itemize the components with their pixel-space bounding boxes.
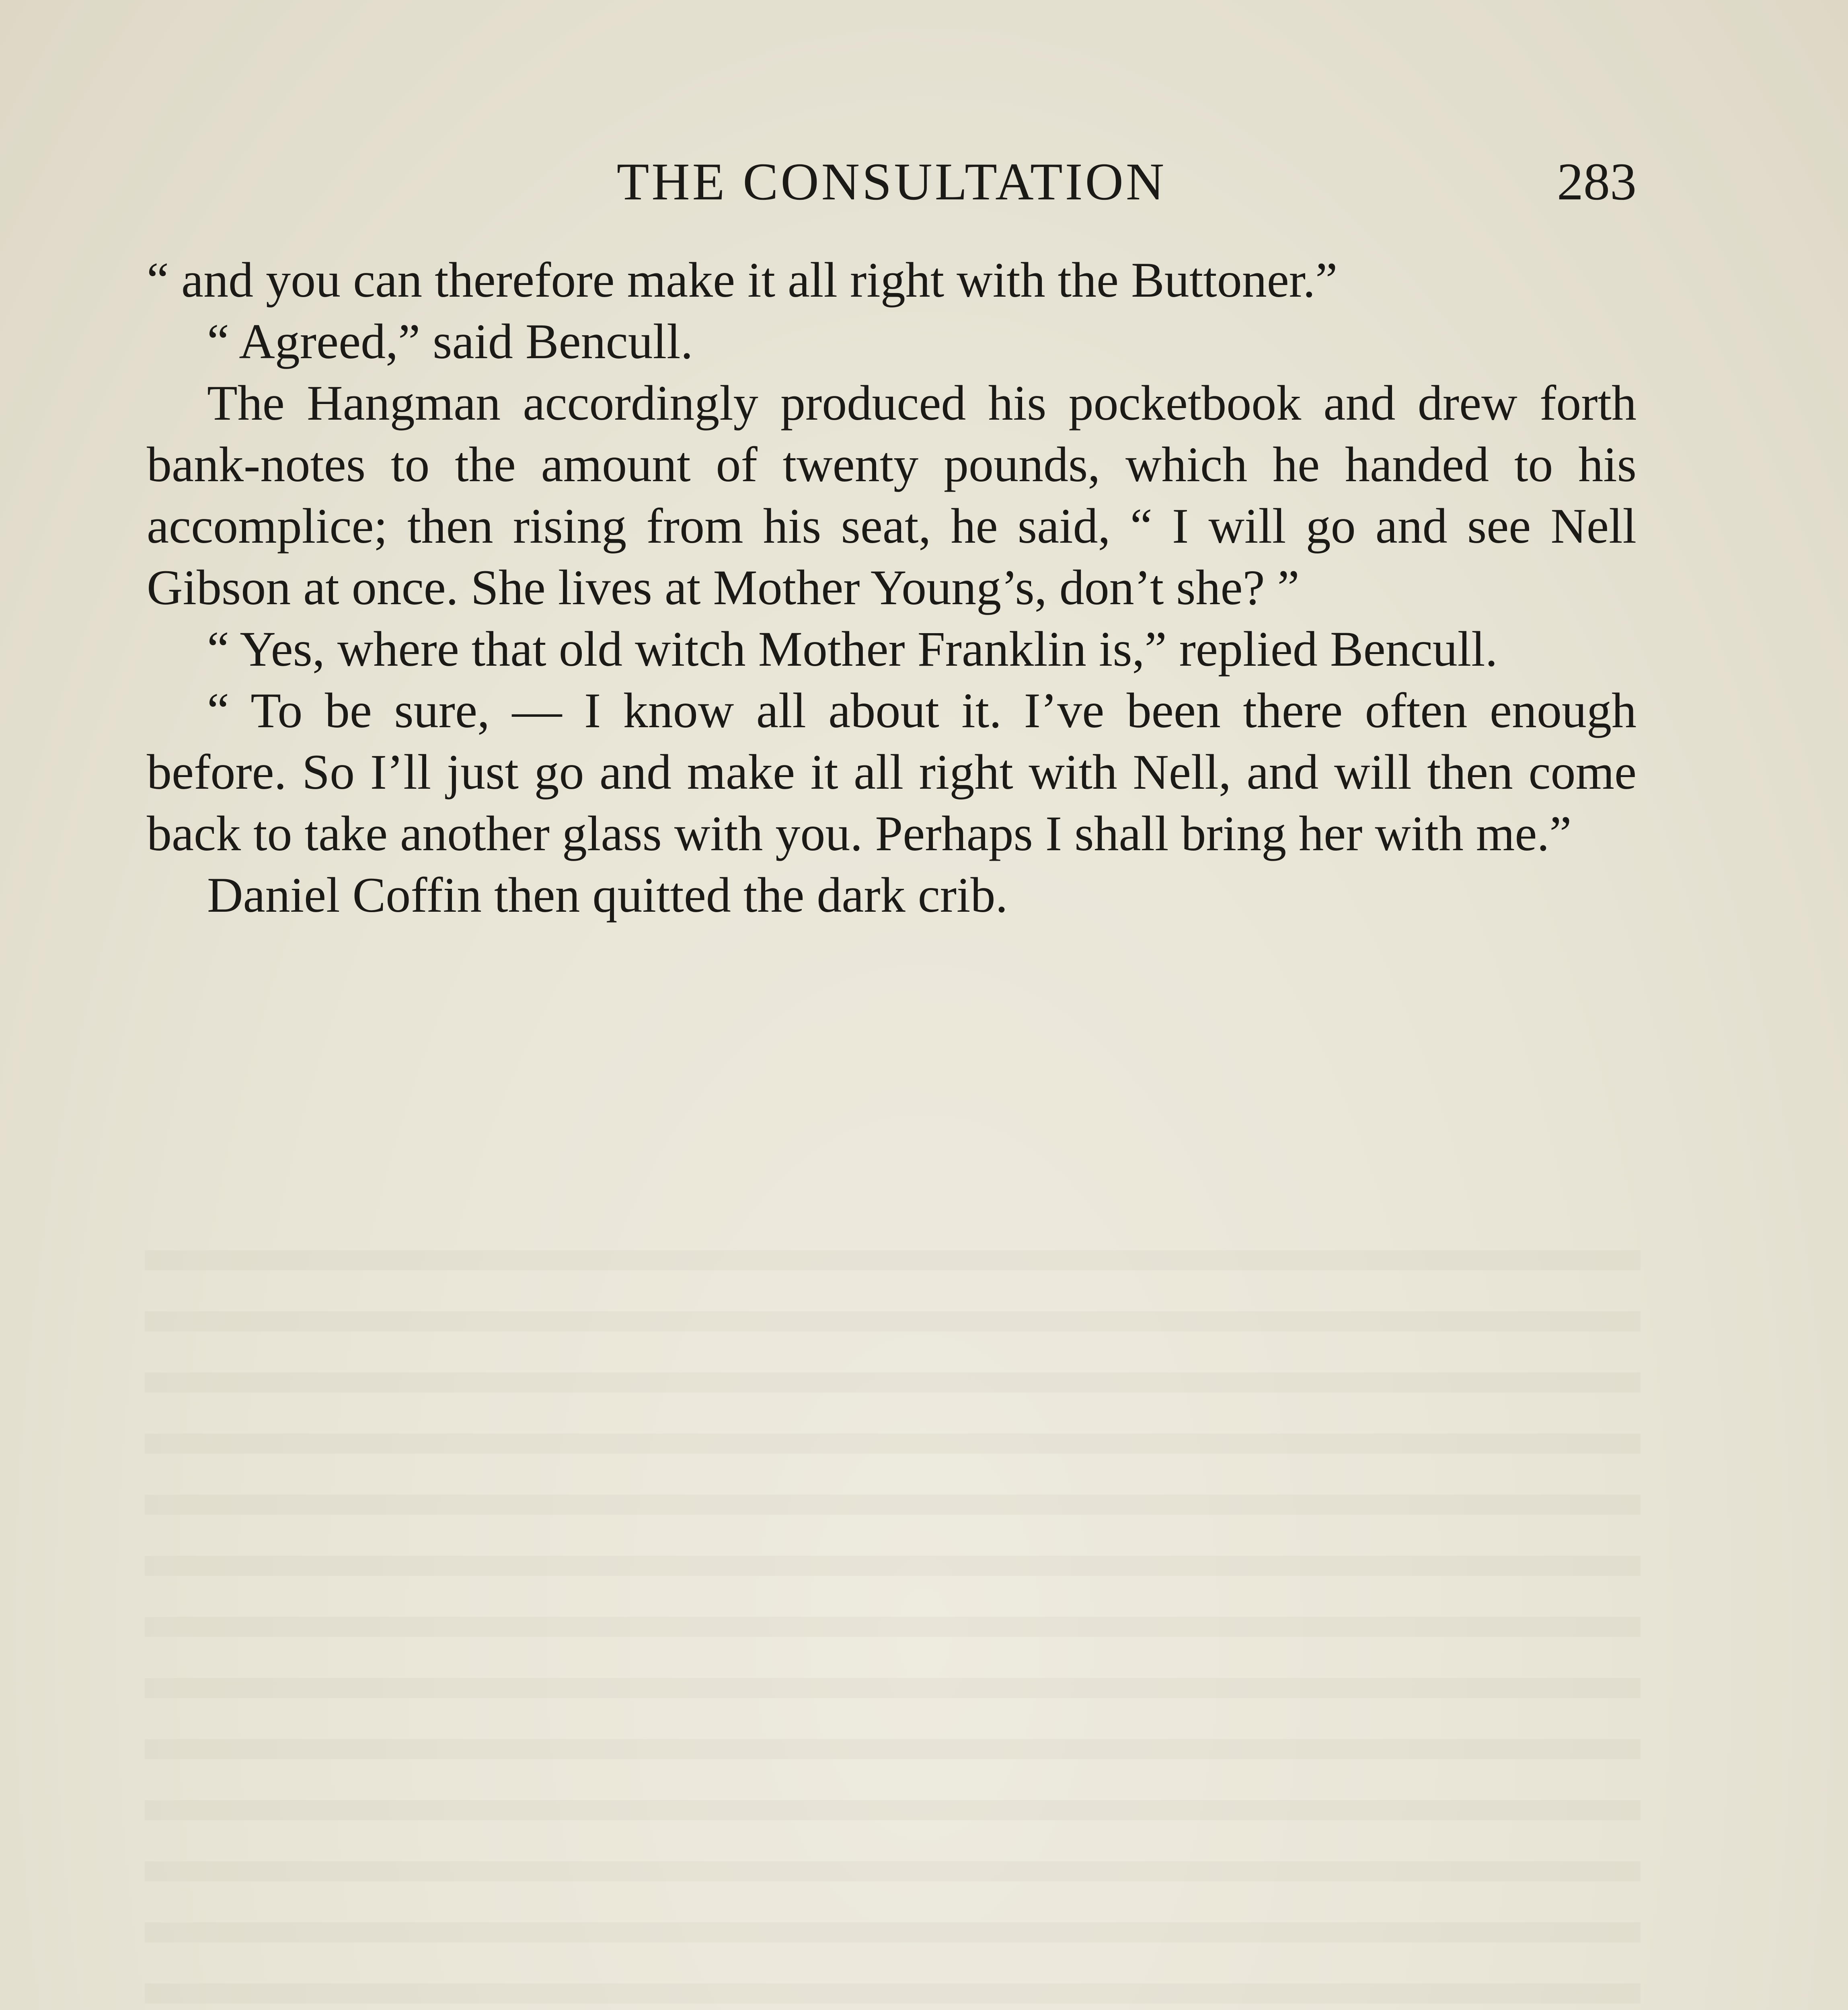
paragraph: “ Agreed,” said Bencull.	[207, 314, 693, 369]
paragraph: Daniel Coffin then quitted the dark crib.	[207, 868, 1008, 923]
page-header	[147, 147, 1637, 219]
body-text	[147, 249, 1637, 926]
running-title: THE CONSULTATION	[616, 152, 1167, 211]
paragraph: The Hangman accordingly produced his pocketbook and drew forth bank-notes to the amount of twenty pounds, which he handed to his accomplice; then rising from his seat, he said, “ I will go and see Nell Gibson at once. She lives at Mother Young’s, don’t she? ”	[147, 375, 1637, 615]
paragraph-continuation: “ and you can therefore make it all right with the Buttoner.”	[147, 252, 1338, 308]
bleed-through-text	[145, 1226, 1641, 2010]
paragraph: “ To be sure, — I know all about it. I’ve been there often enough before. So I’ll just go and make it all right with Nell, and will then come back to take another glass with you. Perhaps I shall bring her with me.”	[147, 683, 1637, 861]
paragraph: “ Yes, where that old witch Mother Franklin is,” replied Bencull.	[207, 621, 1498, 677]
page-number: 283	[1557, 152, 1637, 211]
